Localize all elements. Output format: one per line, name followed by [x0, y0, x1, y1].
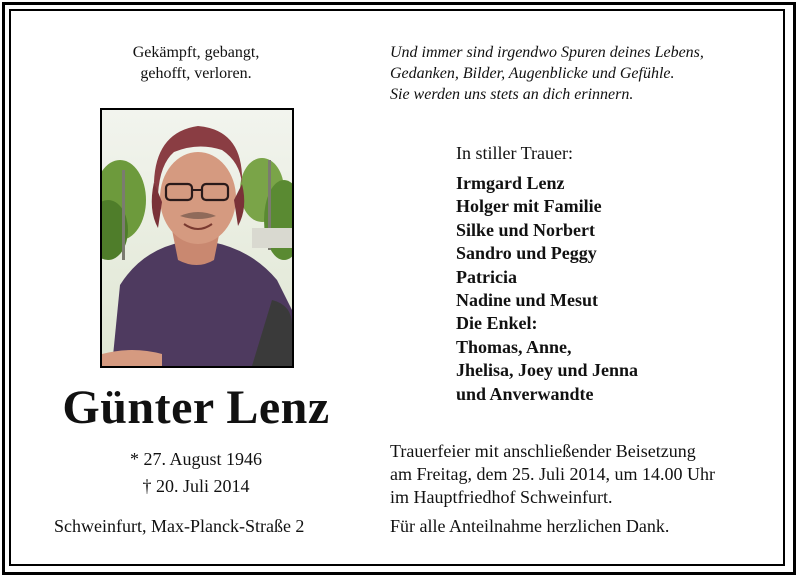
mourner-name: und Anverwandte [456, 383, 594, 404]
mourner-name: Jhelisa, Joey und Jenna [456, 360, 639, 381]
motto-line: Gekämpft, gebangt, [132, 44, 260, 61]
service-line: am Freitag, dem 25. Juli 2014, um 14.00 Uhr [390, 464, 715, 484]
mourner-name: Sandro und Peggy [456, 243, 597, 264]
thanks-note: Für alle Anteilnahme herzlichen Dank. [390, 516, 670, 536]
mourner-name: Thomas, Anne, [456, 336, 572, 357]
mourner-name: Holger mit Familie [456, 196, 602, 217]
mourner-name: Irmgard Lenz [456, 173, 565, 193]
portrait-illustration [102, 110, 292, 366]
death-date: † 20. Juli 2014 [142, 476, 250, 496]
mourner-name: Silke und Norbert [456, 219, 596, 240]
mourner-name: Patricia [456, 266, 517, 287]
quote-line: Und immer sind irgendwo Spuren deines Lebens, [390, 44, 704, 61]
service-info [390, 440, 780, 509]
quote-line: Sie werden uns stets an dich erinnern. [390, 86, 634, 103]
motto-line: gehofft, verloren. [140, 65, 252, 82]
mourner-name: Nadine und Mesut [456, 290, 599, 311]
residence: Schweinfurt, Max-Planck-Straße 2 [54, 516, 305, 536]
quote-line: Gedanken, Bilder, Augenblicke und Gefühle. [390, 65, 675, 82]
quote [390, 42, 770, 105]
mourner-list [456, 172, 638, 406]
life-dates [96, 446, 296, 500]
service-line: im Hauptfriedhof Schweinfurt. [390, 487, 613, 507]
motto [96, 42, 296, 84]
birth-date: * 27. August 1946 [129, 449, 262, 469]
deceased-name: Günter Lenz [62, 381, 330, 434]
service-line: Trauerfeier mit anschließender Beisetzung [390, 441, 696, 461]
mourner-name: Die Enkel: [456, 313, 538, 334]
portrait-photo [100, 108, 294, 368]
mourning-heading: In stiller Trauer: [456, 143, 573, 163]
